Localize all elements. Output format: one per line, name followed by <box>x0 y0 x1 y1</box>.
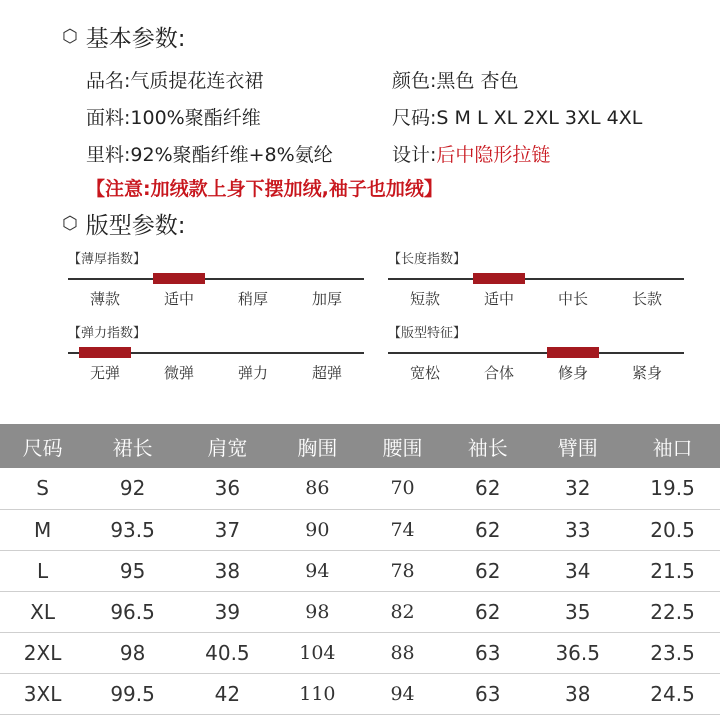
scale-option: 超弹 <box>311 364 342 382</box>
table-cell: 33 <box>564 517 591 542</box>
scale-line <box>388 352 684 354</box>
table-cell: 78 <box>390 559 415 582</box>
scale-option: 宽松 <box>409 364 440 382</box>
table-cell: 88 <box>390 641 415 664</box>
scale-selected-marker <box>79 347 131 358</box>
table-cell: 93.5 <box>110 517 155 542</box>
table-cell: M <box>33 517 52 542</box>
table-cell: 98 <box>305 600 330 623</box>
param-name: 品名:气质提花连衣裙 <box>86 70 264 92</box>
hexagon-icon: ⬡ <box>62 213 78 234</box>
fit-params-title-text: 版型参数: <box>85 213 186 239</box>
table-row <box>0 673 720 714</box>
table-cell: 19.5 <box>650 476 695 501</box>
table-cell: 3XL <box>23 681 62 706</box>
table-cell: 34 <box>564 558 591 583</box>
table-cell: 62 <box>475 599 501 624</box>
table-cell: 62 <box>475 476 501 501</box>
table-cell: 2XL <box>23 640 62 665</box>
table-cell: 92 <box>119 476 146 501</box>
scale-option: 弹力 <box>237 364 268 382</box>
scale-option: 紧身 <box>631 364 662 382</box>
table-header-cell: 胸围 <box>297 435 338 460</box>
scale-option: 中长 <box>557 290 588 308</box>
table-header-cell: 袖口 <box>652 435 693 460</box>
size-table <box>0 424 720 715</box>
table-cell: 21.5 <box>650 558 695 583</box>
table-cell: 36.5 <box>555 640 600 665</box>
table-cell: 35 <box>564 599 591 624</box>
param-size: 尺码:S M L XL 2XL 3XL 4XL <box>392 107 643 129</box>
table-cell: 70 <box>390 477 415 500</box>
table-row <box>0 550 720 591</box>
table-cell: 94 <box>390 682 415 705</box>
table-cell: 95 <box>119 558 146 583</box>
table-cell: 23.5 <box>650 640 695 665</box>
table-cell: 20.5 <box>650 517 695 542</box>
table-cell: 36 <box>214 476 241 501</box>
table-cell: 39 <box>214 599 241 624</box>
table-row <box>0 591 720 632</box>
table-cell: 99.5 <box>110 681 155 706</box>
scale-label: 【薄厚指数】 <box>68 252 147 267</box>
fit-params-title <box>62 207 185 240</box>
scale-selected-marker <box>153 273 205 284</box>
scale-option: 适中 <box>163 290 194 308</box>
param-design: 设计:后中隐形拉链 <box>392 144 551 166</box>
basic-params-title <box>62 20 185 53</box>
table-cell: 62 <box>475 558 501 583</box>
table-cell: 63 <box>475 640 501 665</box>
scale-option: 加厚 <box>311 290 342 308</box>
table-header-row <box>0 424 720 468</box>
basic-params-title-text: 基本参数: <box>85 26 186 52</box>
scale-option: 薄款 <box>89 290 120 308</box>
table-cell: 24.5 <box>650 681 695 706</box>
hexagon-icon: ⬡ <box>62 26 78 47</box>
table-header-cell: 尺码 <box>22 435 63 460</box>
table-cell: S <box>36 476 49 501</box>
scale-option: 稍厚 <box>237 290 268 308</box>
param-fabric: 面料:100%聚酯纤维 <box>86 107 261 129</box>
table-cell: 110 <box>299 682 336 705</box>
table-cell: 32 <box>564 476 591 501</box>
table-row <box>0 632 720 673</box>
table-cell: 82 <box>390 600 415 623</box>
table-cell: 90 <box>305 518 330 541</box>
table-cell: 63 <box>475 681 501 706</box>
table-row <box>0 509 720 550</box>
table-cell: 86 <box>305 477 330 500</box>
table-cell: 74 <box>390 518 415 541</box>
scale-option: 无弹 <box>89 364 120 382</box>
table-header-cell: 袖长 <box>467 435 508 460</box>
scale-label: 【弹力指数】 <box>68 326 147 341</box>
scale-option: 短款 <box>409 290 440 308</box>
table-cell: 38 <box>214 558 241 583</box>
scale-option: 适中 <box>483 290 514 308</box>
notice-text: 【注意:加绒款上身下摆加绒,袖子也加绒】 <box>86 178 443 200</box>
table-row <box>0 468 720 509</box>
scale-line <box>68 278 364 280</box>
table-cell: 42 <box>214 681 241 706</box>
table-cell: 22.5 <box>650 599 695 624</box>
scale-line <box>388 278 684 280</box>
param-lining: 里料:92%聚酯纤维+8%氨纶 <box>86 144 333 166</box>
table-header-cell: 臂围 <box>557 435 598 460</box>
table-header-cell: 肩宽 <box>207 435 248 460</box>
table-cell: XL <box>30 599 55 624</box>
table-header-cell: 裙长 <box>112 435 153 460</box>
table-cell: L <box>37 558 49 583</box>
table-cell: 38 <box>564 681 591 706</box>
table-cell: 98 <box>119 640 146 665</box>
scale-option: 修身 <box>557 364 588 382</box>
scale-option: 长款 <box>631 290 662 308</box>
scale-option: 微弹 <box>163 364 194 382</box>
param-color: 颜色:黑色 杏色 <box>392 70 519 92</box>
table-cell: 94 <box>305 559 330 582</box>
table-cell: 37 <box>214 517 241 542</box>
scale-selected-marker <box>473 273 525 284</box>
table-cell: 104 <box>299 641 336 664</box>
scale-selected-marker <box>547 347 599 358</box>
scale-label: 【版型特征】 <box>388 326 467 341</box>
scale-label: 【长度指数】 <box>388 252 467 267</box>
table-cell: 96.5 <box>110 599 155 624</box>
table-cell: 40.5 <box>205 640 250 665</box>
table-header-cell: 腰围 <box>382 435 423 460</box>
table-cell: 62 <box>475 517 501 542</box>
scale-option: 合体 <box>483 364 514 382</box>
